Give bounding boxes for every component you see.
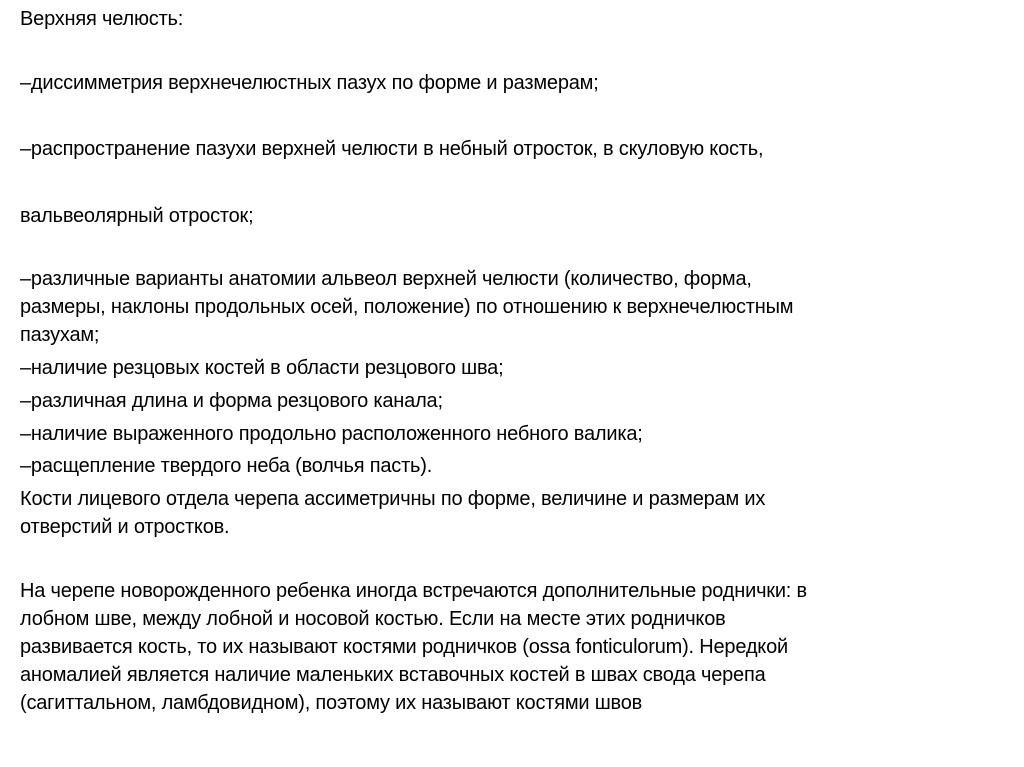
text-line: –диссимметрия верхнечелюстных пазух по форме и размерам; xyxy=(20,72,599,94)
text-line: лобном шве, между лобной и носовой костью. Если на месте этих родничков xyxy=(20,608,726,630)
text-line: –наличие резцовых костей в области резцового шва; xyxy=(20,357,504,379)
text-line: –различные варианты анатомии альвеол верхней челюсти (количество, форма, xyxy=(20,268,752,290)
text-line: отверстий и отростков. xyxy=(20,516,230,538)
text-line: На черепе новорожденного ребенка иногда встречаются дополнительные роднички: в xyxy=(20,580,807,602)
text-line: –различная длина и форма резцового канала; xyxy=(20,390,443,412)
text-line: Кости лицевого отдела черепа ассиметричны по форме, величине и размерам их xyxy=(20,488,766,510)
text-line: вальвеолярный отросток; xyxy=(20,205,254,227)
text-line: аномалией является наличие маленьких вставочных костей в швах свода черепа xyxy=(20,664,766,686)
text-line: размеры, наклоны продольных осей, положение) по отношению к верхнечелюстным xyxy=(20,296,794,318)
text-line: –наличие выраженного продольно расположенного небного валика; xyxy=(20,423,643,445)
text-line-title: Верхняя челюсть: xyxy=(20,8,184,30)
text-line: –распространение пазухи верхней челюсти в небный отросток, в скуловую кость, xyxy=(20,138,764,160)
text-line: –расщепление твердого неба (волчья пасть). xyxy=(20,455,433,477)
text-line: развивается кость, то их называют костями родничков (ossa fonticulorum). Нередкой xyxy=(20,636,788,658)
text-line: (сагиттальном, ламбдовидном), поэтому их называют костями швов xyxy=(20,692,643,714)
text-line: пазухам; xyxy=(20,324,100,346)
